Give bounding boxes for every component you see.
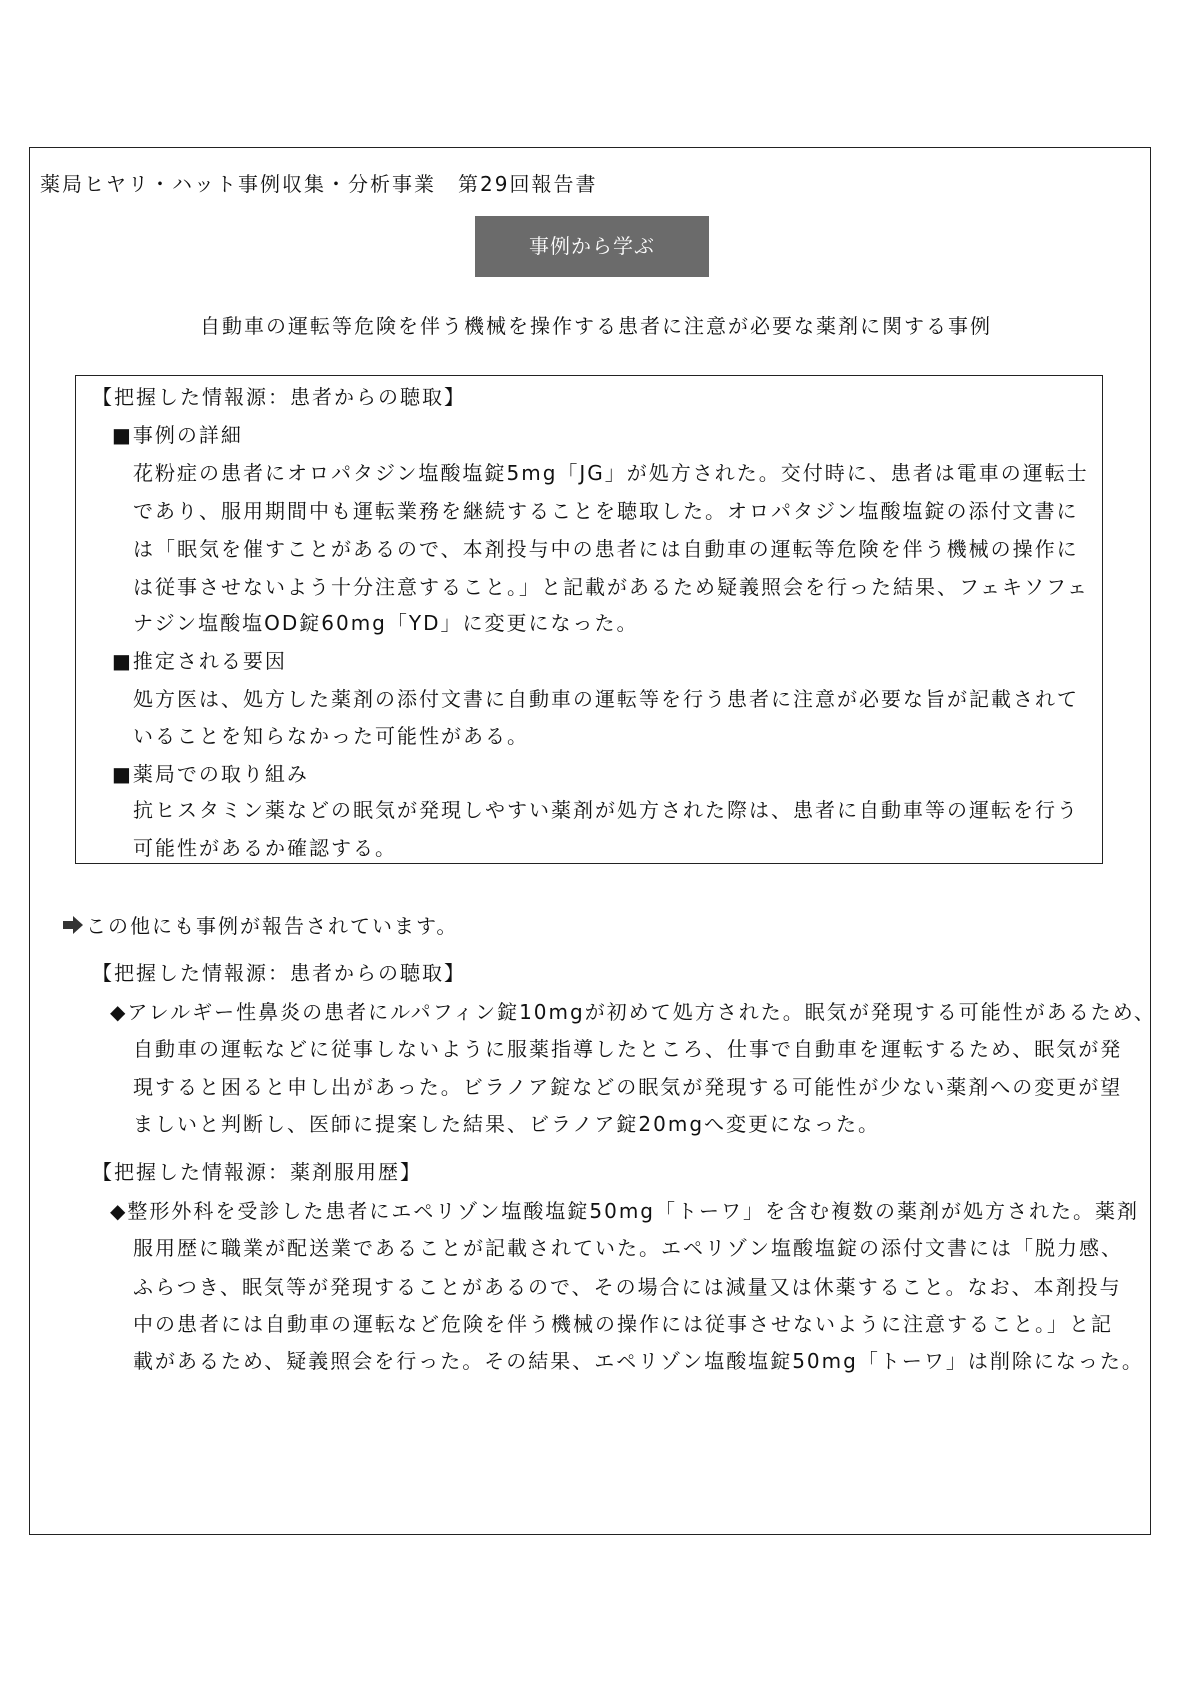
body-text-line: ナジン塩酸塩OD錠60mg「YD」に変更になった。 (133, 611, 639, 635)
body-text-line: 抗ヒスタミン薬などの眠気が発現しやすい薬剤が処方された際は、患者に自動車等の運転を行う (133, 798, 1079, 822)
body-text-line: 可能性があるか確認する。 (133, 836, 397, 860)
info-source-label: 【把握した情報源：患者からの聴取】 (92, 961, 466, 985)
body-text-line: 花粉症の患者にオロパタジン塩酸塩錠5mg「JG」が処方された。交付時に、患者は電車の運転士 (133, 461, 1089, 485)
body-text-line: は従事させないよう十分注意すること。」と記載があるため疑義照会を行った結果、フェキソフェ (133, 575, 1089, 599)
case-text-line: ふらつき、眠気等が発現することがあるので、その場合には減量又は休薬すること。なお、本剤投与 (133, 1275, 1122, 1299)
body-text-line: 処方医は、処方した薬剤の添付文書に自動車の運転等を行う患者に注意が必要な旨が記載されて (133, 687, 1079, 711)
section-badge: 事例から学ぶ (475, 216, 709, 277)
case-text-line: 載があるため、疑義照会を行った。その結果、エペリゾン塩酸塩錠50mg「トーワ」は削除になった。 (133, 1349, 1144, 1373)
report-header: 薬局ヒヤリ・ハット事例収集・分析事業 第29回報告書 (40, 172, 598, 196)
case-text-line: ◆整形外科を受診した患者にエペリゾン塩酸塩錠50mg「トーワ」を含む複数の薬剤が処方された。薬剤 (110, 1199, 1140, 1223)
other-cases-intro: この他にも事例が報告されています。 (86, 914, 459, 938)
case-text-line: 中の患者には自動車の運転など危険を伴う機械の操作には従事させないように注意すること。」と記 (133, 1312, 1113, 1336)
section-heading: ■推定される要因 (112, 649, 287, 673)
section-heading: ■事例の詳細 (112, 423, 243, 447)
case-text-line: ◆アレルギー性鼻炎の患者にルパフィン錠10mgが初めて処方された。眠気が発現する可能性があるため、 (110, 1000, 1156, 1024)
arrow-right-icon (62, 914, 84, 936)
case-text-line: 服用歴に職業が配送業であることが記載されていた。エペリゾン塩酸塩錠の添付文書には「脱力感、 (133, 1236, 1123, 1260)
body-text-line: は「眠気を催すことがあるので、本剤投与中の患者には自動車の運転等危険を伴う機械の操作に (133, 537, 1079, 561)
case-text-line: 現すると困ると申し出があった。ビラノア錠などの眠気が発現する可能性が少ない薬剤への変更が望 (133, 1075, 1123, 1099)
body-text-line: であり、服用期間中も運転業務を継続することを聴取した。オロパタジン塩酸塩錠の添付文書に (133, 499, 1079, 523)
info-source-label: 【把握した情報源：薬剤服用歴】 (92, 1160, 422, 1184)
page-title: 自動車の運転等危険を伴う機械を操作する患者に注意が必要な薬剤に関する事例 (200, 314, 992, 338)
body-text-line: いることを知らなかった可能性がある。 (133, 724, 529, 748)
case-text-line: 自動車の運転などに従事しないように服薬指導したところ、仕事で自動車を運転するため、眠気が発 (133, 1037, 1123, 1061)
section-heading: ■薬局での取り組み (112, 762, 309, 786)
info-source-label: 【把握した情報源：患者からの聴取】 (92, 385, 466, 409)
case-text-line: ましいと判断し、医師に提案した結果、ビラノア錠20mgへ変更になった。 (133, 1112, 881, 1136)
